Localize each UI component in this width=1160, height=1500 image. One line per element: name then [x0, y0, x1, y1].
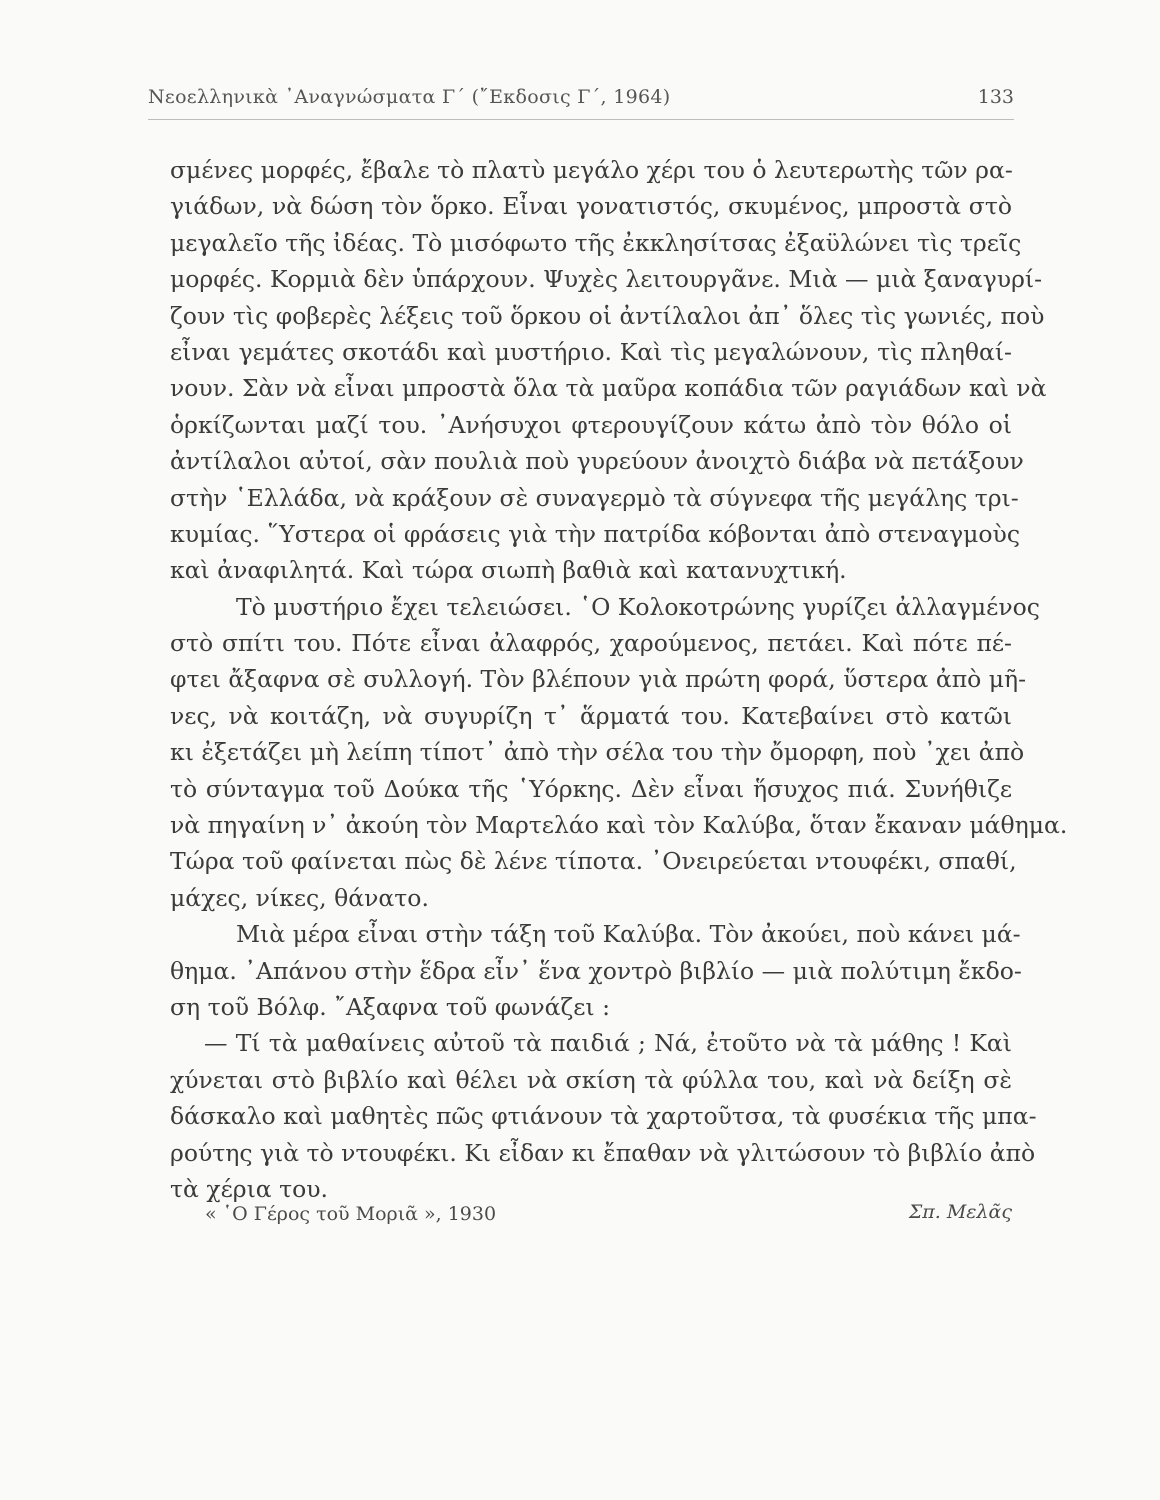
text-line: ση τοῦ Βόλφ. ῎Αξαφνα τοῦ φωνάζει :	[170, 992, 611, 1021]
source-citation: « ῾Ο Γέρος τοῦ Μοριᾶ », 1930	[205, 1203, 497, 1225]
page-number: 133	[977, 86, 1014, 108]
text-line: στὸ σπίτι του. Πότε εἶναι ἀλαφρός, χαρούμενος, πετάει. Καὶ πότε πέ-	[170, 629, 1012, 658]
text-line: σμένες μορφές, ἔβαλε τὸ πλατὺ μεγάλο χέρι του ὁ λευτερωτὴς τῶν ρα-	[170, 156, 1013, 184]
text-line: ζουν τὶς φοβερὲς λέξεις τοῦ ὅρκου οἱ ἀντίλαλοι ἀπ᾿ ὅλες τὶς γωνιές, ποὺ	[170, 301, 1045, 330]
text-line: μορφές. Κορμιὰ δὲν ὑπάρχουν. Ψυχὲς λειτουργᾶνε. Μιὰ — μιὰ ξαναγυρί-	[170, 265, 1043, 294]
book-title: Νεοελληνικὰ ᾿Αναγνώσματα Γ΄ (῎Εκδοσις Γ΄, 1964)	[148, 86, 671, 108]
text-line: νες, νὰ κοιτάζη, νὰ συγυρίζη τ᾿ ἅρματά του. Κατεβαίνει στὸ κατῶι	[170, 701, 1012, 730]
author-name: Σπ. Μελᾶς	[908, 1201, 1012, 1223]
text-line: τὰ χέρια του.	[170, 1174, 329, 1203]
text-line: μεγαλεῖο τῆς ἰδέας. Τὸ μισόφωτο τῆς ἐκκλησίτσας ἐξαϋλώνει τὶς τρεῖς	[170, 228, 1022, 257]
text-line: φτει ἄξαφνα σὲ συλλογή. Τὸν βλέπουν γιὰ πρώτη φορά, ὕστερα ἀπὸ μῆ-	[170, 665, 1027, 694]
text-line: νουν. Σὰν νὰ εἶναι μπροστὰ ὅλα τὰ μαῦρα κοπάδια τῶν ραγιάδων καὶ νὰ	[170, 374, 1047, 403]
text-line: — Τί τὰ μαθαίνεις αὐτοῦ τὰ παιδιά ; Νά, ἐτοῦτο νὰ τὰ μάθης ! Καὶ	[204, 1029, 1012, 1058]
text-line: καὶ ἀναφιλητά. Καὶ τώρα σιωπὴ βαθιὰ καὶ κατανυχτική.	[170, 556, 847, 585]
text-line: θημα. ᾿Απάνου στὴν ἕδρα εἶν᾿ ἕνα χοντρὸ βιβλίο — μιὰ πολύτιμη ἔκδο-	[170, 956, 1022, 985]
text-line: γιάδων, νὰ δώση τὸν ὅρκο. Εἶναι γονατιστός, σκυμένος, μπροστὰ στὸ	[170, 192, 1012, 221]
running-header	[148, 86, 1014, 116]
text-line: κυμίας. ῞Υστερα οἱ φράσεις γιὰ τὴν πατρίδα κόβονται ἀπὸ στεναγμοὺς	[170, 519, 1020, 548]
text-line: κι ἐξετάζει μὴ λείπη τίποτ᾿ ἀπὸ τὴν σέλα του τὴν ὄμορφη, ποὺ ᾿χει ἀπὸ	[170, 738, 1025, 767]
text-line: χύνεται στὸ βιβλίο καὶ θέλει νὰ σκίση τὰ φύλλα του, καὶ νὰ δείξη σὲ	[170, 1065, 1012, 1094]
text-line: εἶναι γεμάτες σκοτάδι καὶ μυστήριο. Καὶ τὶς μεγαλώνουν, τὶς πληθαί-	[170, 337, 1012, 366]
text-line: τὸ σύνταγμα τοῦ Δούκα τῆς ῾Υόρκης. Δὲν εἶναι ἥσυχος πιά. Συνήθιζε	[170, 774, 1012, 803]
text-line: στὴν ῾Ελλάδα, νὰ κράξουν σὲ συναγερμὸ τὰ σύγνεφα τῆς μεγάλης τρι-	[170, 483, 1019, 512]
text-line: ρούτης γιὰ τὸ ντουφέκι. Κι εἶδαν κι ἔπαθαν νὰ γλιτώσουν τὸ βιβλίο ἀπὸ	[170, 1138, 1036, 1167]
text-line: μάχες, νίκες, θάνατο.	[170, 883, 429, 912]
header-rule	[148, 119, 1014, 120]
text-line: Τὸ μυστήριο ἔχει τελειώσει. ῾Ο Κολοκοτρώνης γυρίζει ἀλλαγμένος	[236, 592, 1040, 621]
text-line: δάσκαλο καὶ μαθητὲς πῶς φτιάνουν τὰ χαρτοῦτσα, τὰ φυσέκια τῆς μπα-	[170, 1102, 1037, 1131]
text-line: νὰ πηγαίνη ν᾿ ἀκούη τὸν Μαρτελάο καὶ τὸν Καλύβα, ὅταν ἔκαναν μάθημα.	[170, 811, 1068, 840]
text-line: Μιὰ μέρα εἶναι στὴν τάξη τοῦ Καλύβα. Τὸν ἀκούει, ποὺ κάνει μά-	[236, 920, 1021, 949]
text-line: Τώρα τοῦ φαίνεται πὼς δὲ λένε τίποτα. ᾿Ονειρεύεται ντουφέκι, σπαθί,	[170, 847, 1017, 876]
text-line: ἀντίλαλοι αὐτοί, σὰν πουλιὰ ποὺ γυρεύουν ἀνοιχτὸ διάβα νὰ πετάξουν	[170, 447, 1024, 476]
body-text	[170, 152, 1068, 1207]
text-line: ὁρκίζωνται μαζί του. ᾿Ανήσυχοι φτερουγίζουν κάτω ἀπὸ τὸν θόλο οἱ	[170, 410, 1012, 439]
